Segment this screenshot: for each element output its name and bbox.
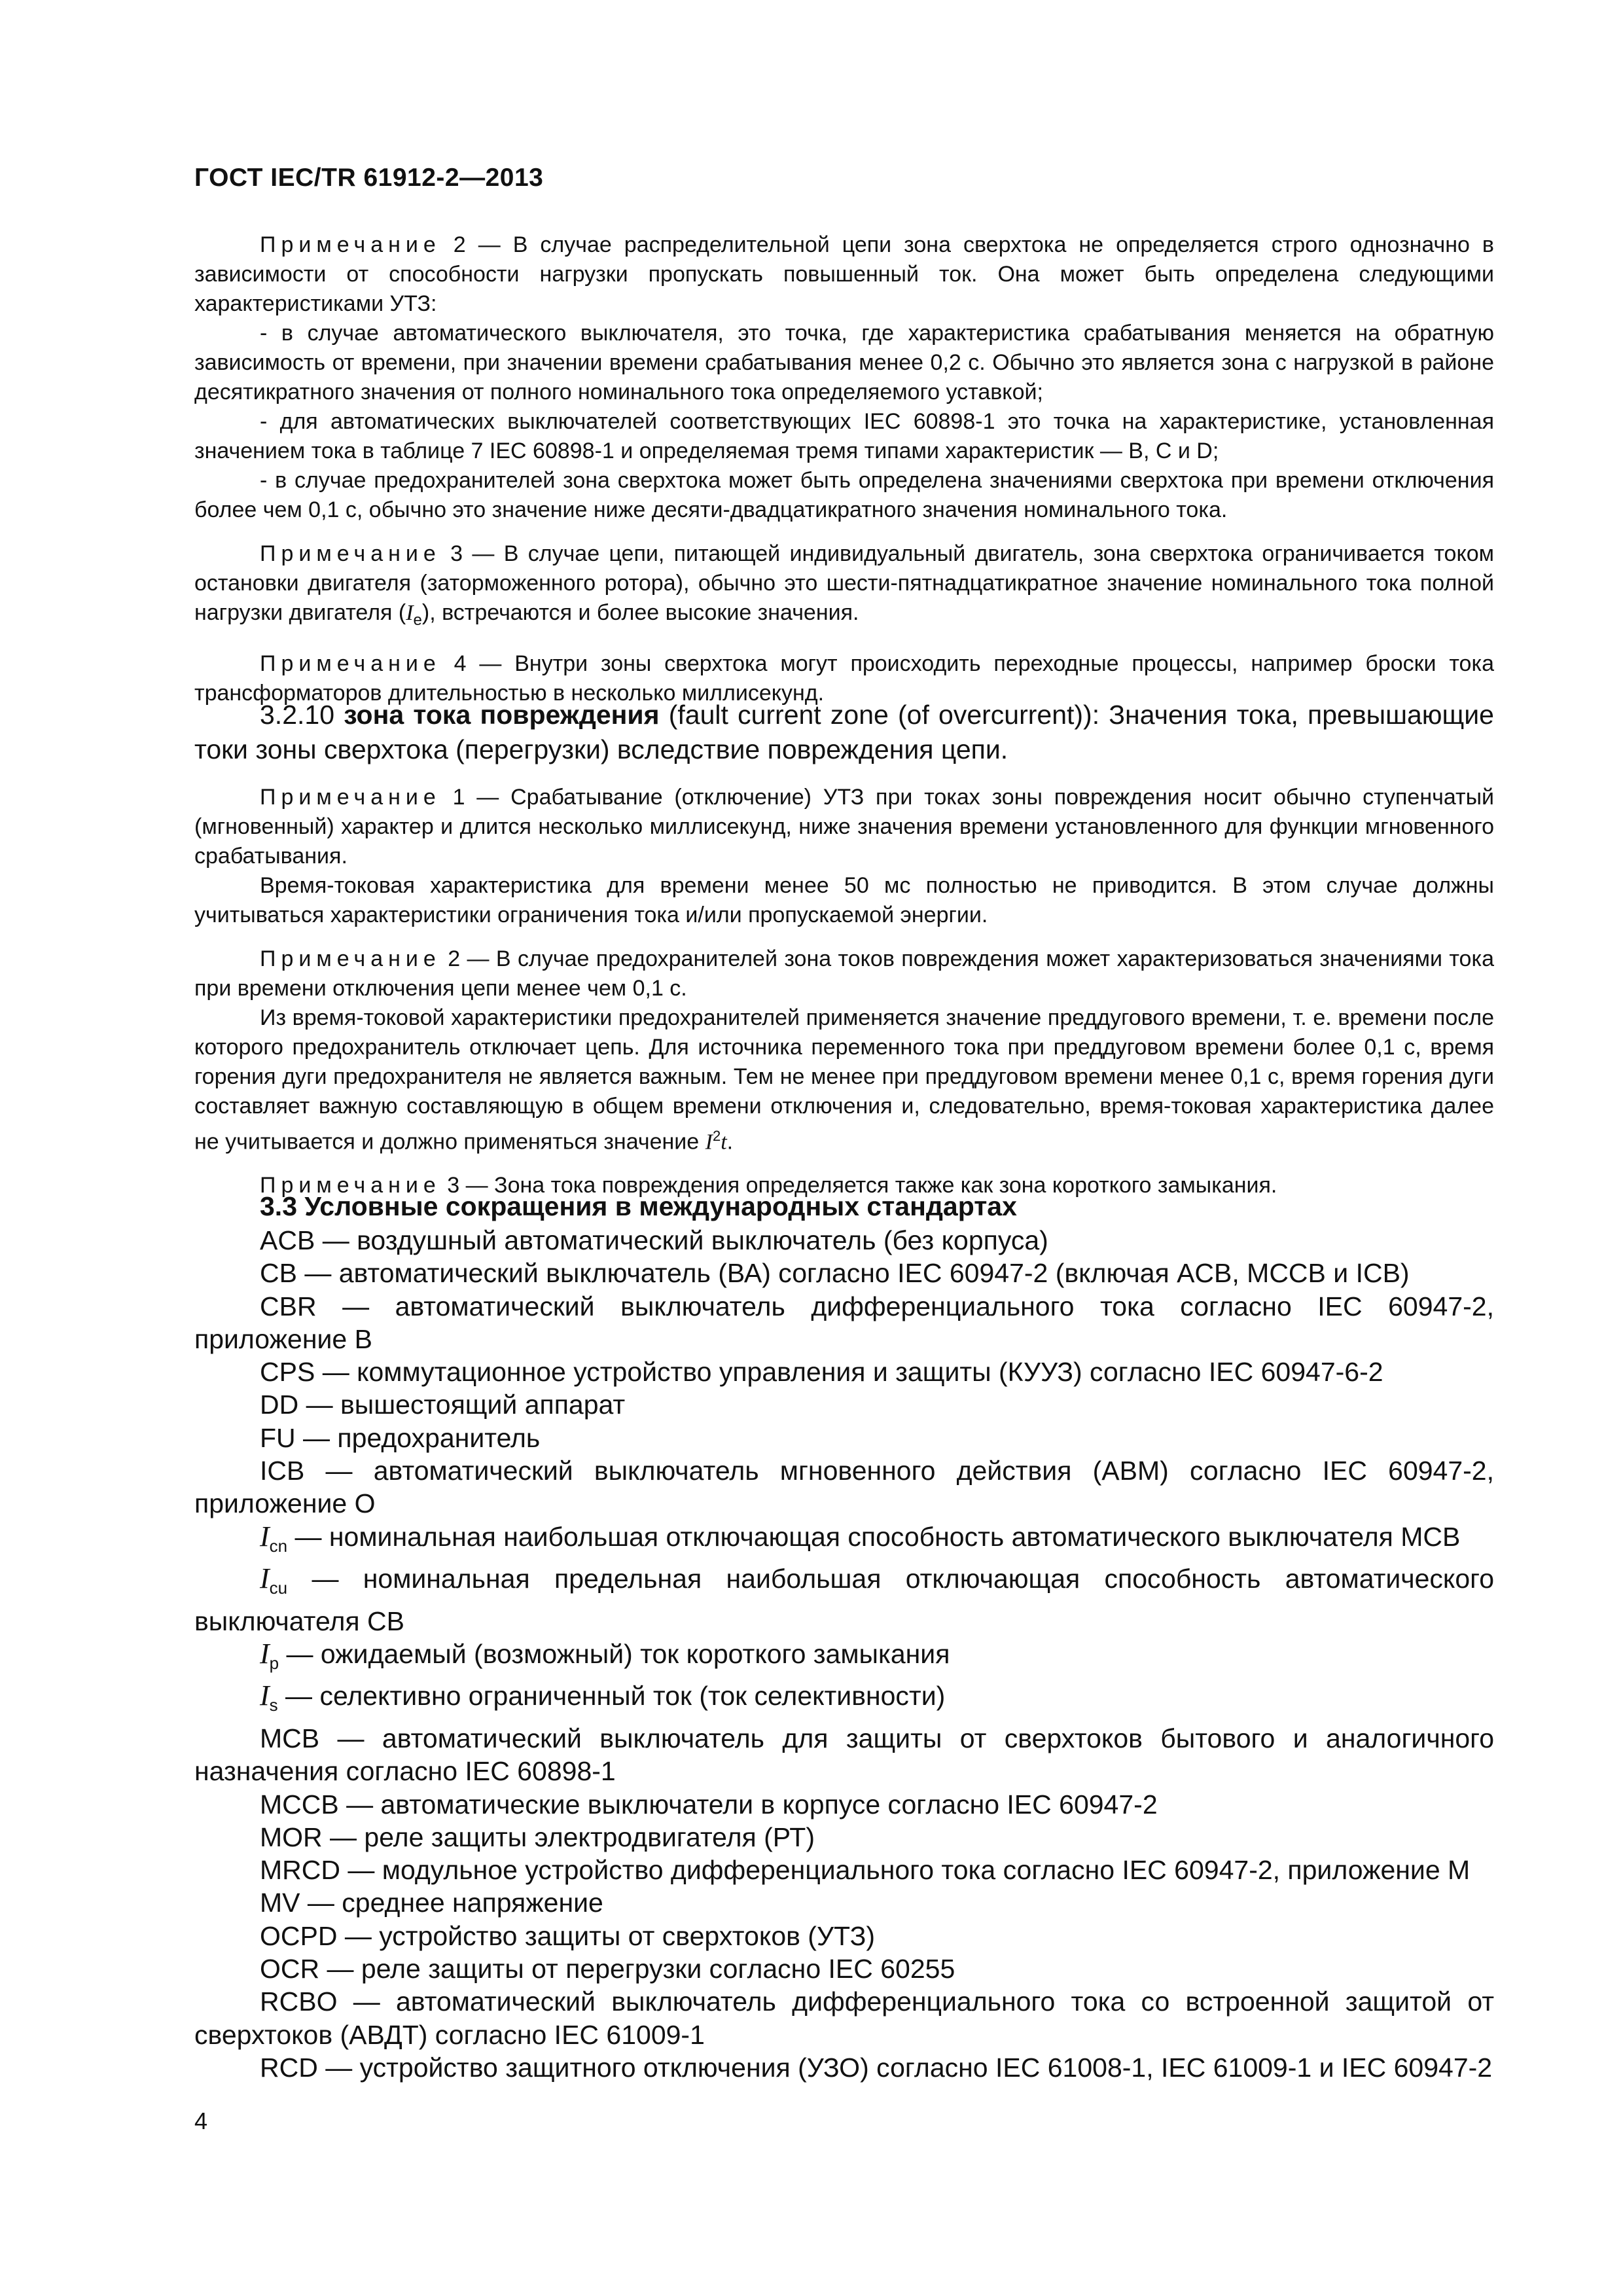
note-label: Примечание <box>260 232 441 257</box>
note-text: ), встречаются и более высокие значения. <box>421 600 859 625</box>
note-1-continuation: Время-токовая характеристика для времени менее 50 мс полностью не приводится. В этом случае должны учитываться характеристики ограничения тока и/или пропускаемой энергии. <box>194 873 1494 927</box>
note-text: 3 — Зона тока повреждения определяется также как зона короткого замыкания. <box>440 1173 1277 1198</box>
symbol-text: — номинальная наибольшая отключающая способность автоматического выключателя MCB <box>287 1521 1461 1552</box>
section-3-3 <box>194 1189 1494 2084</box>
symbol: I <box>406 601 414 625</box>
abbreviation-item: CB — автоматический выключатель (ВА) согласно IEC 60947-2 (включая ACB, MCCB и ICB) <box>260 1258 1410 1289</box>
abbreviation-item: MRCD — модульное устройство дифференциального тока согласно IEC 60947-2, приложение M <box>260 1855 1471 1886</box>
symbol-subscript: cn <box>269 1535 288 1556</box>
abbreviation-item: DD — вышестоящий аппарат <box>260 1390 626 1420</box>
abbreviation-item: RCD — устройство защитного отключения (УЗО) согласно IEC 61008-1, IEC 61009-1 и IEC 60947-2 <box>260 2052 1493 2083</box>
note-label: Примечание <box>260 541 441 566</box>
term-definition <box>194 698 1494 767</box>
note-text: Из время-токовой характеристики предохранителей применяется значение преддугового времени, т. е. времени после которого предохранитель отключает цепь. Для источника переменного тока при преддуговом времени более 0,1 с, время горения дуги предохранителя не является важным. Тем не менее при преддуговом времени менее 0,1 с, время горения дуги составляет важную составляющую в общем времени отключения и, следовательно, время-токовая характеристика далее не учитывается и должно применяться значение <box>194 1005 1494 1155</box>
abbreviation-item: MV — среднее напряжение <box>260 1888 603 1918</box>
symbol-text: — номинальная предельная наибольшая отключающая способность автоматического выключателя CB <box>194 1564 1494 1636</box>
symbol: I <box>260 1520 270 1552</box>
bullet-item: - для автоматических выключателей соответствующих IEC 60898-1 это точка на характеристике, установленная значением тока в таблице 7 IEC 60898-1 и определяемая тремя типами характеристик — B, C и D; <box>194 409 1494 463</box>
symbol-subscript: p <box>269 1653 279 1674</box>
abbreviation-list <box>194 1224 1494 2084</box>
note-text: 2 — В случае распределительной цепи зона сверхтока не определяется строго однозначно в зависимости от способности нагрузки пропускать повышенный ток. Она может быть определена следующими характеристиками УТЗ: <box>194 232 1494 316</box>
abbreviation-item: MCB — автоматический выключатель для защиты от сверхтоков бытового и аналогичного назначения согласно IEC 60898-1 <box>194 1723 1494 1787</box>
term-name: зона тока повреждения <box>344 700 660 730</box>
note-2 <box>194 944 1494 1003</box>
symbol-item <box>194 1562 1494 1638</box>
note-label: Примечание <box>260 651 441 676</box>
notes-fault-current-zone <box>194 783 1494 1200</box>
symbol-superscript: 2 <box>712 1128 721 1144</box>
symbol-item <box>194 1679 1494 1721</box>
symbol: I <box>260 1562 270 1595</box>
page-number: 4 <box>194 2108 208 2134</box>
note-1 <box>194 783 1494 871</box>
note-label: Примечание <box>260 946 441 971</box>
term-number: 3.2.10 <box>260 700 344 730</box>
abbreviation-item: MOR — реле защиты электродвигателя (РТ) <box>260 1821 815 1852</box>
abbreviation-item: MCCB — автоматические выключатели в корпусе согласно IEC 60947-2 <box>260 1789 1158 1820</box>
symbol: I <box>260 1679 270 1712</box>
symbol: t <box>721 1130 727 1155</box>
abbreviation-item: CBR — автоматический выключатель дифференциального тока согласно IEC 60947-2, приложение B <box>194 1291 1494 1354</box>
symbol-item <box>194 1520 1494 1562</box>
abbreviation-item: ACB — воздушный автоматический выключатель (без корпуса) <box>260 1225 1048 1255</box>
bullet-item: - в случае предохранителей зона сверхтока может быть определена значениями сверхтока при времени отключения более чем 0,1 с, обычно это значение ниже десяти-двадцатикратного значения номинального тока. <box>194 468 1494 522</box>
abbreviation-item: OCPD — устройство защиты от сверхтоков (УТЗ) <box>260 1920 875 1951</box>
abbreviation-item: OCR — реле защиты от перегрузки согласно IEC 60255 <box>260 1953 955 1984</box>
symbol: I <box>705 1130 713 1155</box>
note-3 <box>194 539 1494 635</box>
note-label: Примечание <box>260 1173 441 1198</box>
note-text: 2 — В случае предохранителей зона токов повреждения может характеризоваться значениями тока при времени отключения цепи менее чем 0,1 с. <box>194 946 1494 1001</box>
note-text: 1 — Срабатывание (отключение) УТЗ при токах зоны повреждения носит обычно ступенчатый (мгновенный) характер и длится несколько миллисекунд, ниже значения времени установленного для функции мгновенного срабатывания. <box>194 785 1494 869</box>
symbol-text: — селективно ограниченный ток (ток селективности) <box>277 1681 946 1712</box>
abbreviation-item: FU — предохранитель <box>260 1422 541 1453</box>
symbol-subscript: s <box>269 1695 278 1715</box>
note-2 <box>194 230 1494 319</box>
symbol-text: — ожидаемый (возможный) ток короткого замыкания <box>279 1638 950 1669</box>
term-text: (fault current zone (of overcurrent)): Значения тока, превышающие токи зоны сверхтока (перегрузки) вследствие повреждения цепи. <box>194 700 1494 764</box>
note-2-continuation <box>194 1003 1494 1157</box>
abbreviation-item: ICB — автоматический выключатель мгновенного действия (АВМ) согласно IEC 60947-2, приложение O <box>194 1456 1494 1519</box>
bullet-item: - в случае автоматического выключателя, это точка, где характеристика срабатывания меняется на обратную зависимость от времени, при значении времени срабатывания менее 0,2 с. Обычно это является зона с нагрузкой в районе десятикратного значения от полного номинального тока определяемого уставкой; <box>194 321 1494 404</box>
abbreviation-item: CPS — коммутационное устройство управления и защиты (КУУЗ) согласно IEC 60947-6-2 <box>260 1357 1383 1388</box>
term-3-2-10 <box>194 698 1494 767</box>
section-title: 3.3 Условные сокращения в международных стандартах <box>260 1191 1017 1221</box>
notes-overcurrent-zone <box>194 230 1494 708</box>
symbol-subscript: cu <box>269 1578 288 1598</box>
symbol-item <box>194 1638 1494 1679</box>
note-text: 3 — В случае цепи, питающей индивидуальный двигатель, зона сверхтока ограничивается током остановки двигателя (заторможенного ротора), обычно это шести-пятнадцатикратное значение номинального тока полной нагрузки двигателя ( <box>194 541 1494 625</box>
note-label: Примечание <box>260 785 441 810</box>
note-text: . <box>726 1129 734 1155</box>
document-header: ГОСТ IEC/TR 61912-2—2013 <box>194 164 544 192</box>
symbol: I <box>260 1637 270 1670</box>
note-text: 4 — Внутри зоны сверхтока могут происходить переходные процессы, например броски тока трансформаторов длительностью в несколько миллисекунд. <box>194 651 1494 706</box>
abbreviation-item: RCBO — автоматический выключатель дифференциального тока со встроенной защитой от сверхтоков (АВДТ) согласно IEC 61009-1 <box>194 1986 1494 2050</box>
symbol-subscript: e <box>413 611 422 629</box>
